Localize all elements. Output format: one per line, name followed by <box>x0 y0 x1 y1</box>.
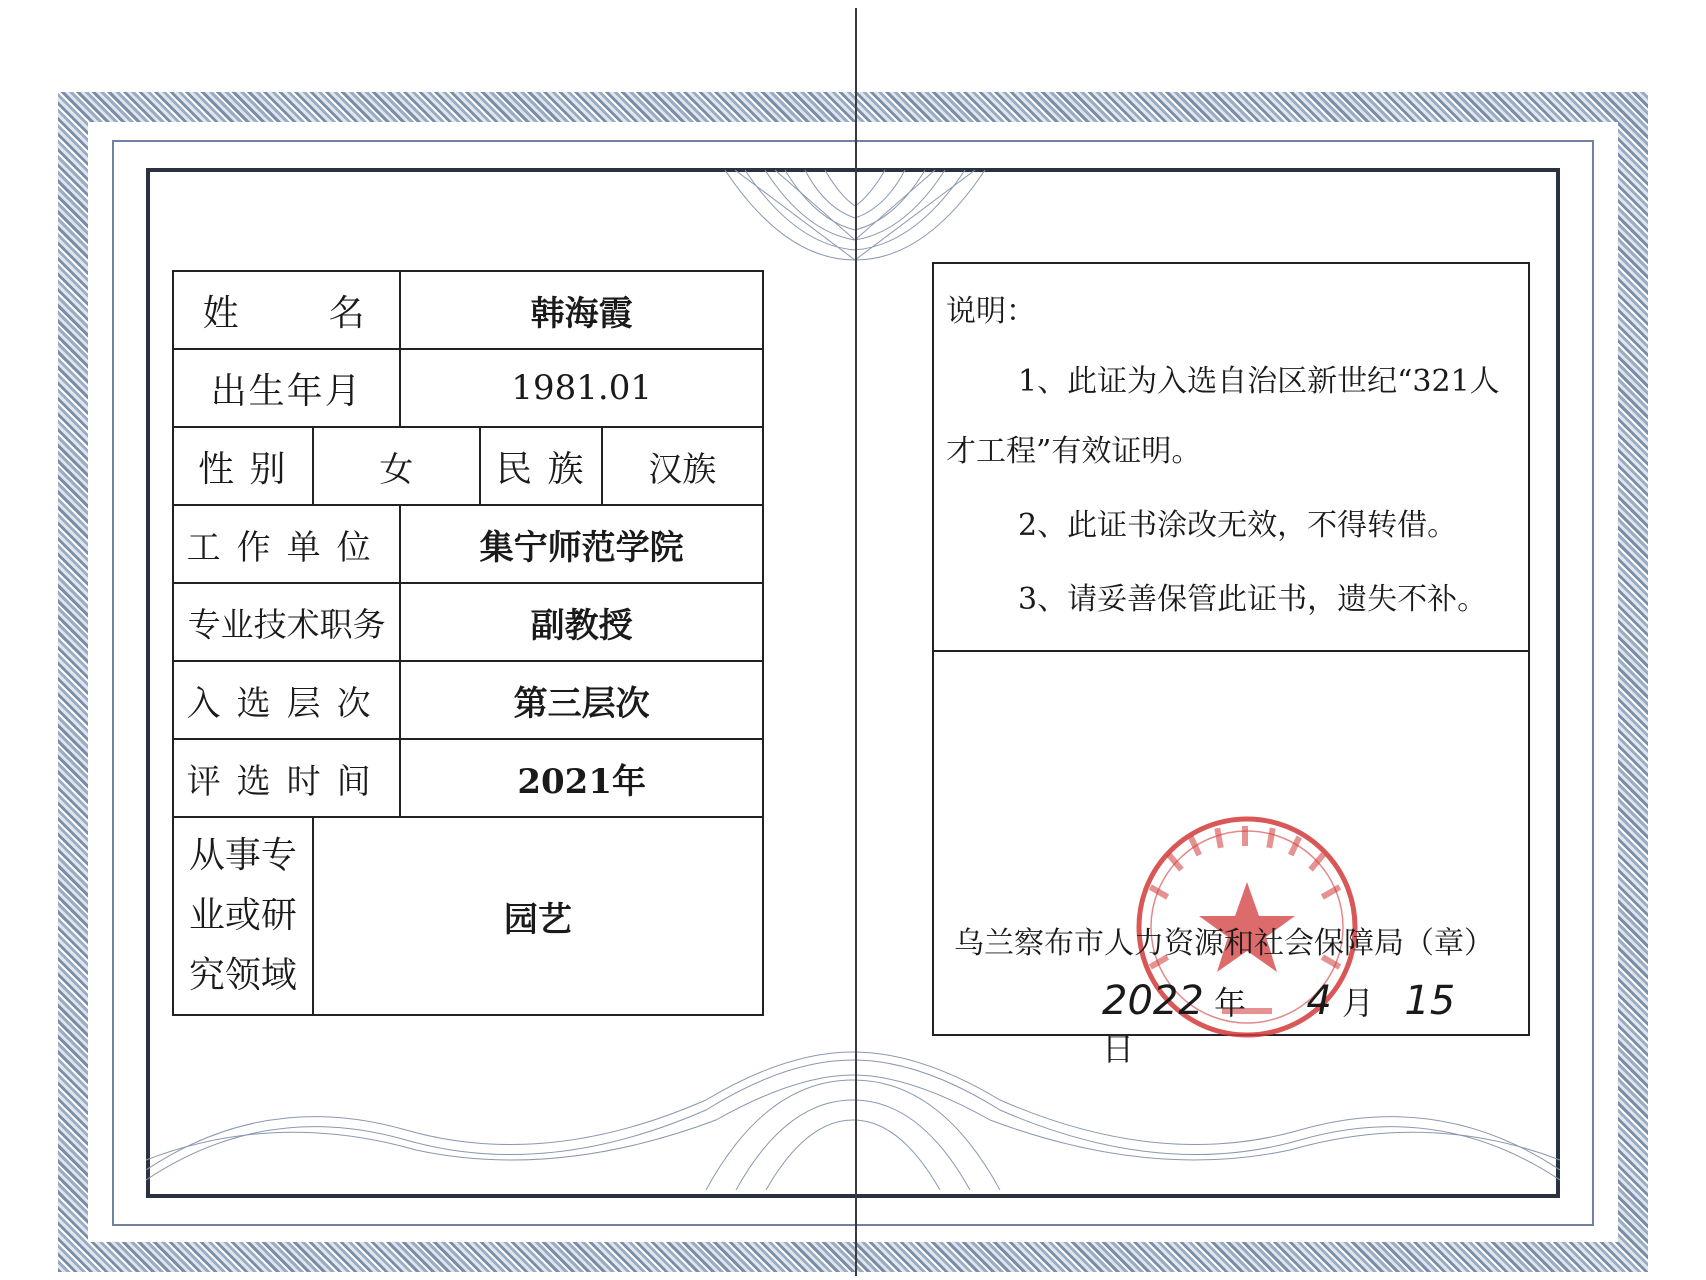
gender-value: 女 <box>313 427 480 505</box>
level-label: 入选层次 <box>173 661 400 739</box>
birth-value: 1981.01 <box>400 349 763 427</box>
issue-date <box>1102 978 1528 1070</box>
field-label-line-2: 业或研 <box>188 895 297 936</box>
table-row-level <box>173 661 763 739</box>
note-1-continued: 才工程”有效证明。 <box>946 434 1202 469</box>
table-row-selection-time <box>173 739 763 817</box>
certificate-info-table <box>172 270 764 1016</box>
workplace-value: 集宁师范学院 <box>400 505 763 583</box>
notes-divider <box>934 650 1528 652</box>
issue-year: 2022 <box>1102 978 1204 1024</box>
table-row-position <box>173 583 763 661</box>
issue-day: 15 <box>1404 978 1456 1024</box>
field-value: 园艺 <box>313 817 763 1015</box>
issue-month: 4 <box>1306 978 1332 1024</box>
issue-month-unit: 月 <box>1341 984 1374 1022</box>
gender-label: 性 别 <box>173 427 313 505</box>
workplace-label: 工作单位 <box>173 505 400 583</box>
notes-box <box>932 262 1530 1068</box>
table-row-field <box>173 817 763 1015</box>
note-1: 1、此证为入选自治区新世纪“321人 <box>1018 364 1500 399</box>
issue-day-unit: 日 <box>1102 1030 1135 1068</box>
position-label: 专业技术职务 <box>173 583 400 661</box>
ethnicity-label: 民 族 <box>480 427 602 505</box>
issue-year-unit: 年 <box>1213 984 1246 1022</box>
selection-time-value: 2021年 <box>400 739 763 817</box>
table-row-name <box>173 271 763 349</box>
field-label-line-3: 究领域 <box>188 955 297 996</box>
field-label <box>173 817 313 1015</box>
field-label-line-1: 从事专 <box>188 835 297 876</box>
table-row-gender-ethnicity <box>173 427 763 505</box>
table-row-birth <box>173 349 763 427</box>
ethnicity-value: 汉族 <box>602 427 763 505</box>
name-value: 韩海霞 <box>400 271 763 349</box>
center-fold-line <box>855 8 857 1276</box>
table-row-workplace <box>173 505 763 583</box>
note-3: 3、请妥善保管此证书，遗失不补。 <box>1018 582 1488 617</box>
note-2: 2、此证书涂改无效，不得转借。 <box>1018 508 1458 543</box>
selection-time-label: 评选时间 <box>173 739 400 817</box>
birth-label: 出生年月 <box>173 349 400 427</box>
position-value: 副教授 <box>400 583 763 661</box>
notes-title: 说明： <box>946 294 1036 329</box>
level-value: 第三层次 <box>400 661 763 739</box>
name-label: 姓 名 <box>173 271 400 349</box>
issuer-name: 乌兰察布市人力资源和社会保障局（章） <box>954 926 1494 961</box>
